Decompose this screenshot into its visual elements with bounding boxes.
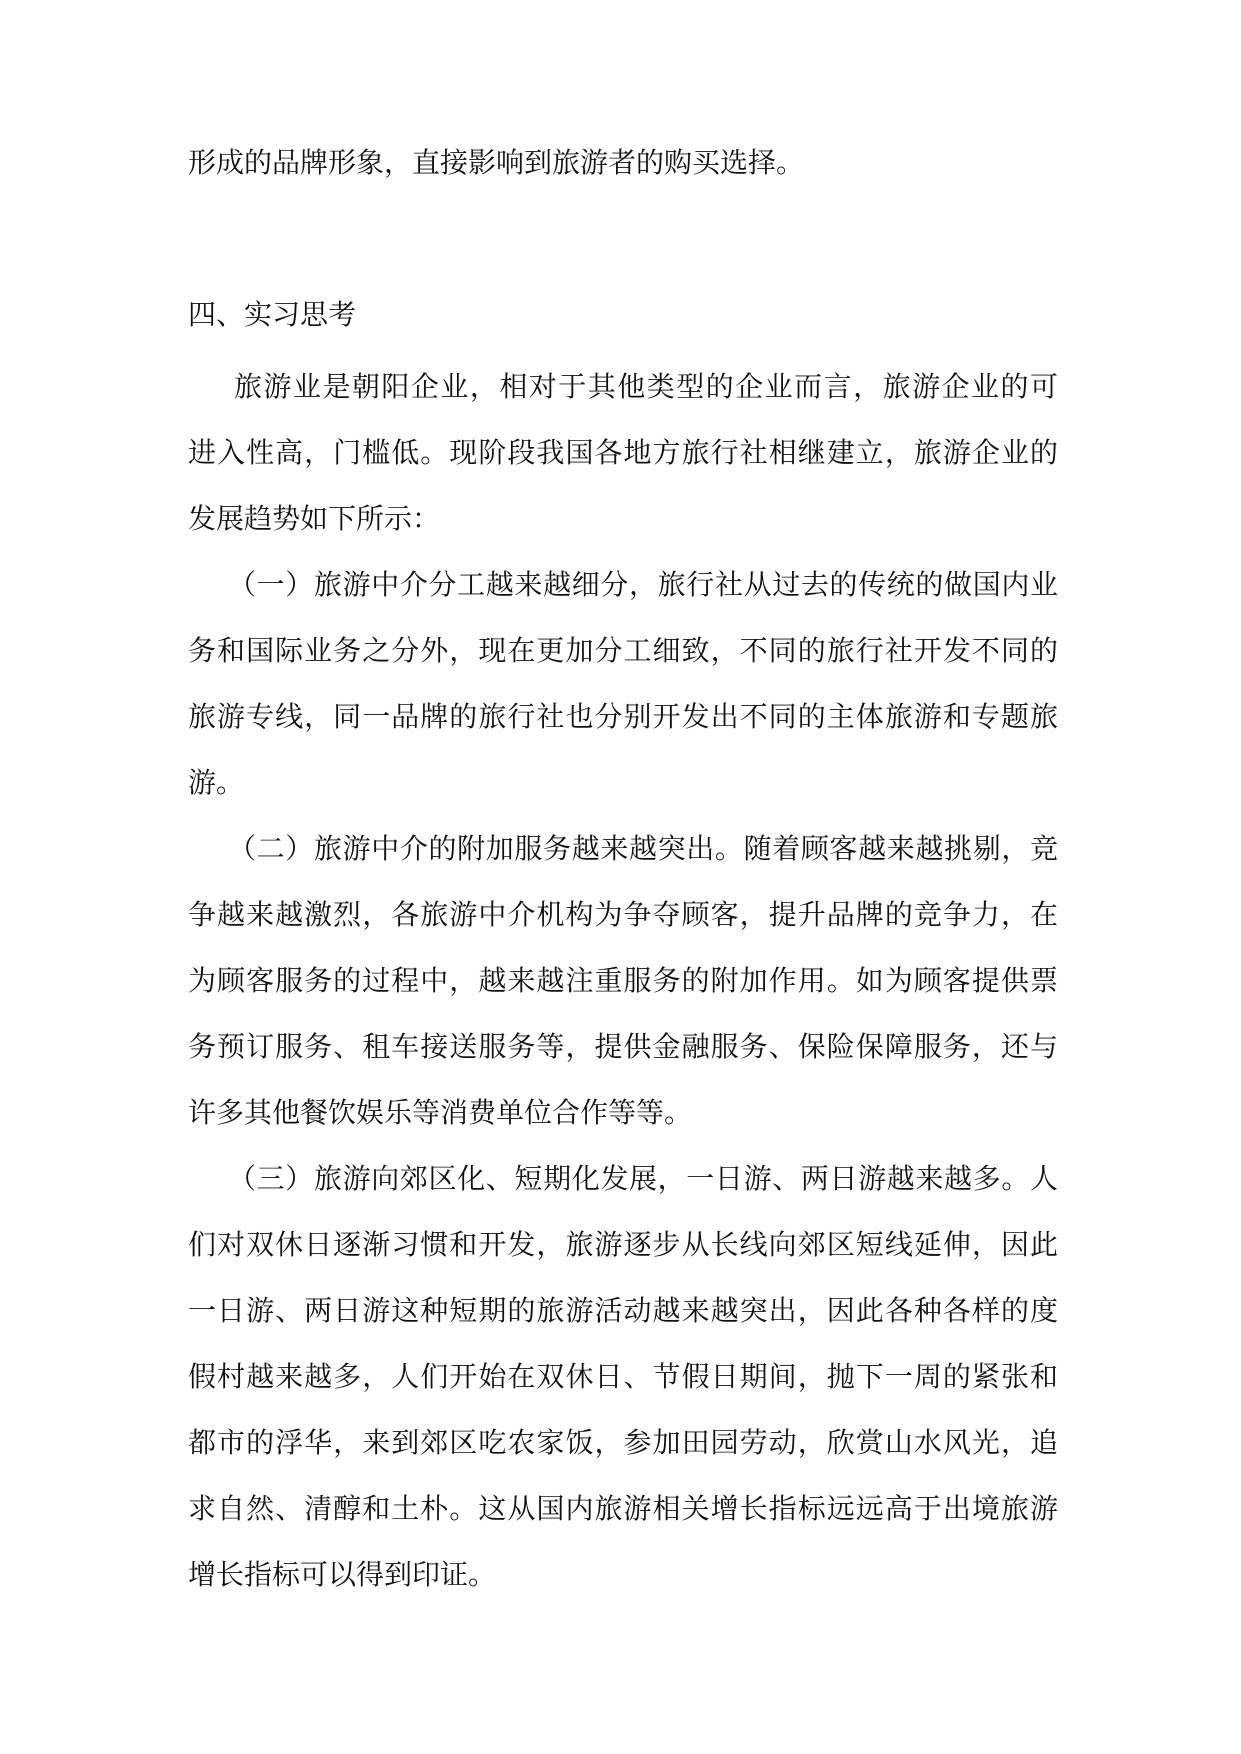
paragraph-line: 求自然、清醇和土朴。这从国内旅游相关增长指标远远高于出境旅游 xyxy=(188,1492,1058,1525)
paragraph-line: 都市的浮华，来到郊区吃农家饭，参加田园劳动，欣赏山水风光，追 xyxy=(188,1426,1058,1459)
paragraph-line: （三）旅游向郊区化、短期化发展，一日游、两日游越来越多。人 xyxy=(228,1162,1058,1195)
paragraph-line: 们对双休日逐渐习惯和开发，旅游逐步从长线向郊区短线延伸，因此 xyxy=(188,1228,1058,1261)
paragraph-line: （二）旅游中介的附加服务越来越突出。随着顾客越来越挑剔，竞 xyxy=(228,832,1058,865)
paragraph-line: 为顾客服务的过程中，越来越注重服务的附加作用。如为顾客提供票 xyxy=(188,964,1058,997)
paragraph-line: 发展趋势如下所示： xyxy=(188,502,441,535)
paragraph-line: 进入性高，门槛低。现阶段我国各地方旅行社相继建立，旅游企业的 xyxy=(188,436,1058,469)
paragraph-2 xyxy=(188,552,1058,816)
paragraph-line: 游。 xyxy=(188,766,245,799)
body-text xyxy=(188,354,1058,1608)
paragraph-line: 务预订服务、租车接送服务等，提供金融服务、保险保障服务，还与 xyxy=(188,1030,1058,1063)
paragraph-line: 旅游业是朝阳企业，相对于其他类型的企业而言，旅游企业的可 xyxy=(234,370,1058,403)
paragraph-line: （一）旅游中介分工越来越细分，旅行社从过去的传统的做国内业 xyxy=(228,568,1058,601)
paragraph-line: 增长指标可以得到印证。 xyxy=(188,1558,497,1591)
intro-paragraph xyxy=(188,130,1058,196)
paragraph-1 xyxy=(188,354,1058,552)
paragraph-line: 形成的品牌形象，直接影响到旅游者的购买选择。 xyxy=(188,146,805,179)
paragraph-3 xyxy=(188,816,1058,1146)
paragraph-line: 许多其他餐饮娱乐等消费单位合作等等。 xyxy=(188,1096,693,1129)
paragraph-line: 假村越来越多，人们开始在双休日、节假日期间，抛下一周的紧张和 xyxy=(188,1360,1058,1393)
paragraph-line: 务和国际业务之分外，现在更加分工细致，不同的旅行社开发不同的 xyxy=(188,634,1058,667)
paragraph-line: 一日游、两日游这种短期的旅游活动越来越突出，因此各种各样的度 xyxy=(188,1294,1058,1327)
paragraph-line: 旅游专线，同一品牌的旅行社也分别开发出不同的主体旅游和专题旅 xyxy=(188,700,1058,733)
paragraph-4 xyxy=(188,1146,1058,1608)
section-heading: 四、实习思考 xyxy=(188,298,357,331)
paragraph-line: 争越来越激烈，各旅游中介机构为争夺顾客，提升品牌的竞争力，在 xyxy=(188,898,1058,931)
